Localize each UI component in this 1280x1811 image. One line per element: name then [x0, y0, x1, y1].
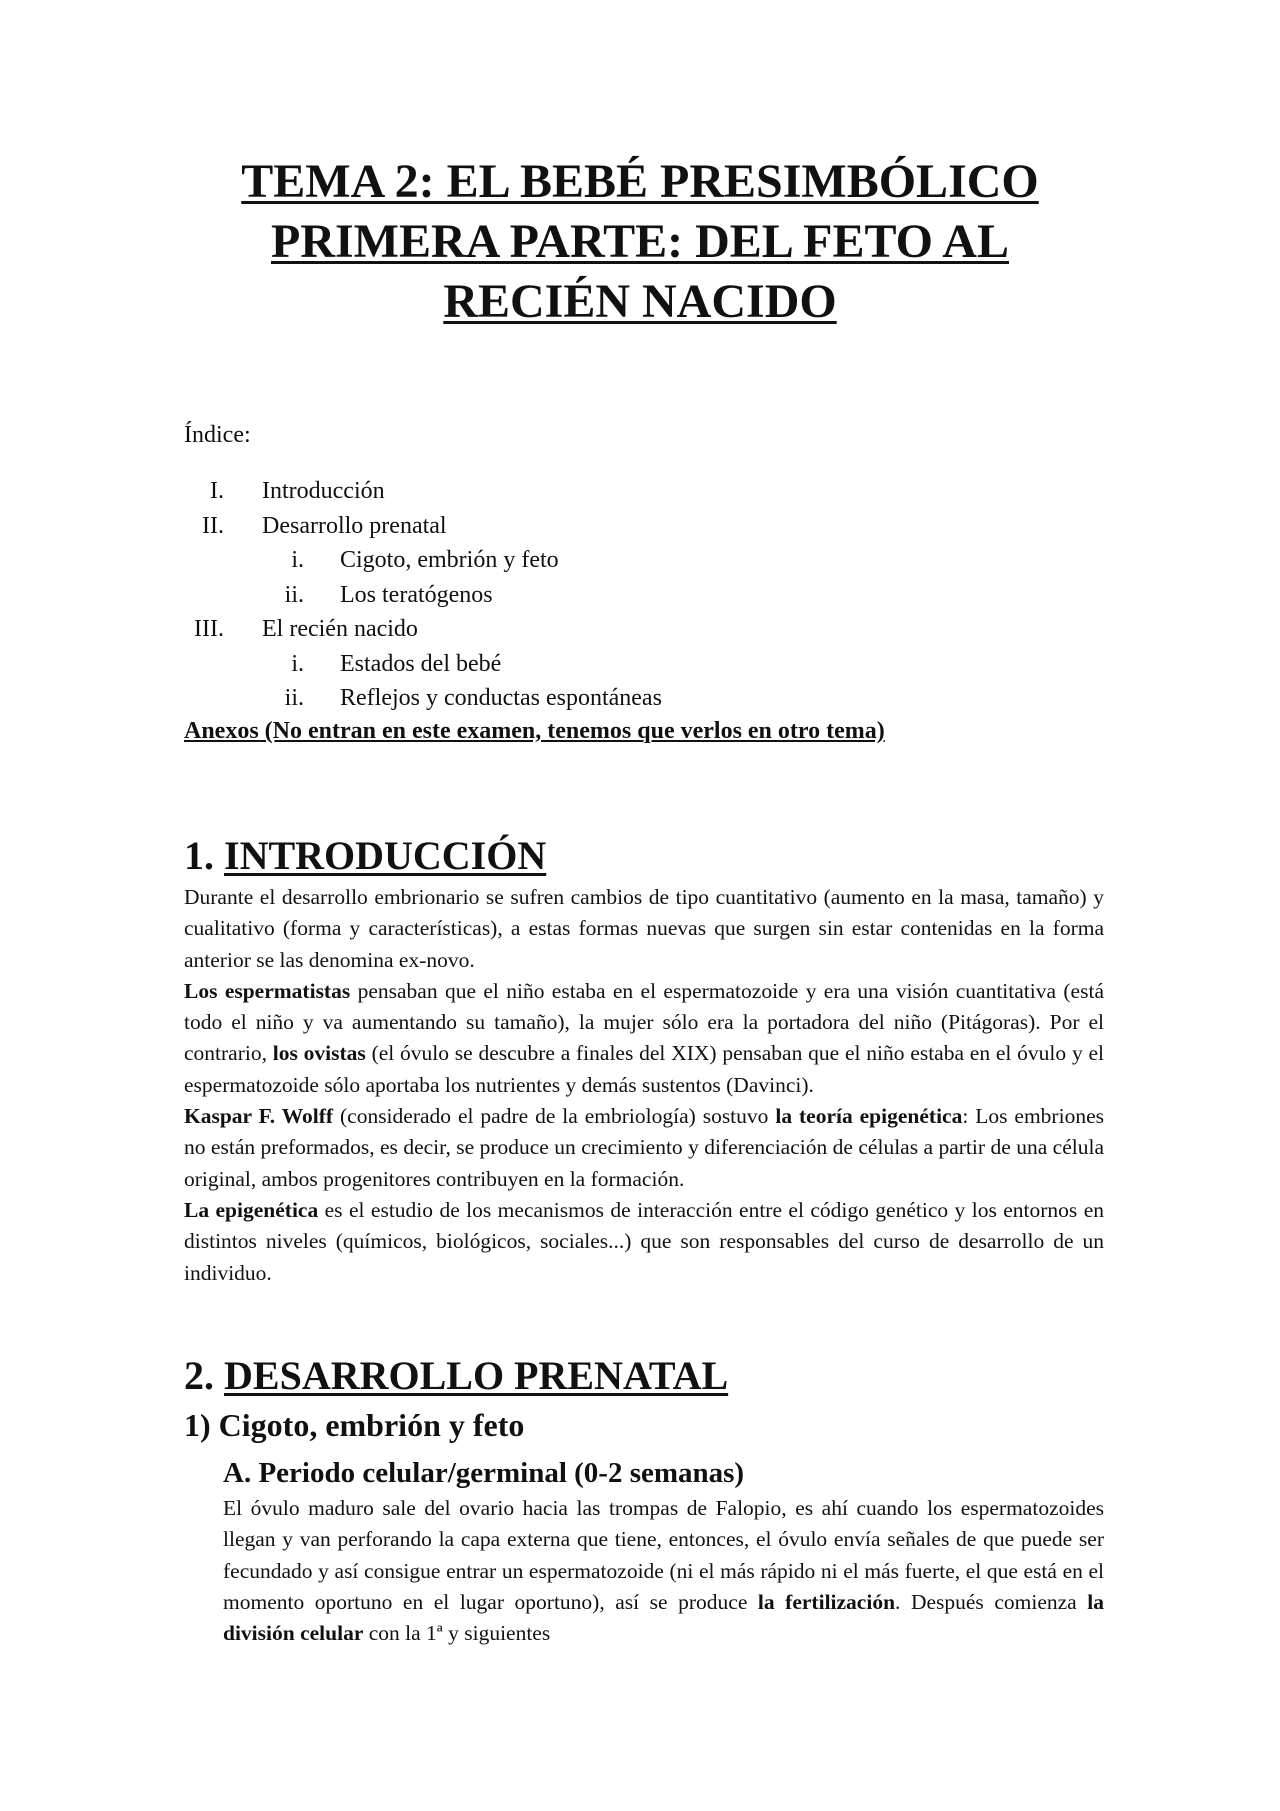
toc-item-number: ii.: [284, 581, 304, 608]
text-run: : Los embriones no están preformados, es decir, se produce un crecimiento y diferenciación de células a partir de una célula original, ambos progenitores contribuyen en la formación.: [184, 1104, 1104, 1191]
germinal-period-text: [223, 1493, 1104, 1649]
text-run: pensaban que el niño estaba en el espermatozoide y era una visión cuantitativa (está todo el niño y va aumentando su tamaño), la mujer sólo era la portadora del niño (Pitágoras). Por el contrario,: [184, 978, 1104, 1066]
section-title: DESARROLLO PRENATAL: [224, 1353, 729, 1398]
toc-item-label: Introducción: [262, 478, 385, 504]
section-heading-introduccion: [184, 832, 546, 880]
title-line-3: RECIÉN NACIDO: [443, 275, 837, 328]
paragraph: [184, 1101, 1104, 1195]
section-number: 2.: [184, 1353, 214, 1398]
bold-term: la fertilización: [757, 1589, 896, 1614]
toc-item-number: i.: [291, 547, 304, 573]
annex-note: Anexos (No entran en este examen, tenemos que verlos en otro tema): [184, 718, 885, 744]
bold-term: Los espermatistas: [184, 978, 351, 1003]
paragraph: [184, 976, 1104, 1101]
paragraph: [223, 1493, 1104, 1649]
document-title: [0, 152, 1280, 332]
bold-term: La epigenética: [184, 1197, 319, 1222]
toc-item-number: ii.: [284, 685, 304, 711]
bold-term: Kaspar F. Wolff: [184, 1104, 334, 1129]
paragraph: [184, 1195, 1104, 1289]
title-line-1: TEMA 2: EL BEBÉ PRESIMBÓLICO: [241, 155, 1039, 208]
toc-item-number: i.: [291, 650, 304, 677]
section-heading-desarrollo-prenatal: [184, 1352, 728, 1400]
bold-term: la teoría epigenética: [775, 1104, 963, 1129]
toc-item-label: Reflejos y conductas espontáneas: [340, 685, 662, 711]
text-run: es el estudio de los mecanismos de interacción entre el código genético y los entornos en distintos niveles (químicos, biológicos, sociales...) que son responsables del curso de desarrollo de un individuo.: [184, 1197, 1104, 1285]
section-number: 1.: [184, 833, 214, 878]
bold-term: la división celular: [223, 1589, 1104, 1646]
text-run: con la 1ª y siguientes: [363, 1621, 551, 1646]
toc-item-number: II.: [202, 512, 224, 539]
toc-item-label: Desarrollo prenatal: [262, 512, 447, 539]
text-run: (considerado el padre de la embriología) sostuvo: [333, 1104, 776, 1129]
introduction-text: [184, 882, 1104, 1289]
toc-item-label: Estados del bebé: [340, 650, 502, 677]
subsection-heading: 1) Cigoto, embrión y feto: [184, 1407, 525, 1443]
toc-item-label: Cigoto, embrión y feto: [340, 547, 559, 573]
toc-item-label: El recién nacido: [262, 616, 418, 642]
text-run: . Después comienza: [895, 1589, 1088, 1614]
paragraph: Durante el desarrollo embrionario se sufren cambios de tipo cuantitativo (aumento en la masa, tamaño) y cualitativo (forma y características), a estas formas nuevas que surgen sin estar contenidas en la forma anterior se las denomina ex-novo.: [184, 885, 1104, 972]
title-line-2: PRIMERA PARTE: DEL FETO AL: [271, 215, 1009, 268]
toc-item-label: Los teratógenos: [340, 581, 493, 608]
section-title: INTRODUCCIÓN: [224, 833, 547, 878]
text-run: (el óvulo se descubre a finales del XIX) pensaban que el niño estaba en el óvulo y el espermatozoide sólo aportaba los nutrientes y demás sustentos (Davinci).: [184, 1041, 1104, 1097]
toc-item-number: I.: [210, 478, 224, 504]
bold-term: los ovistas: [272, 1041, 366, 1066]
subsubsection-heading: A. Periodo celular/germinal (0-2 semanas): [223, 1457, 745, 1489]
text-run: El óvulo maduro sale del ovario hacia las trompas de Falopio, es ahí cuando los espermatozoides llegan y van perforando la capa externa que tiene, entonces, el óvulo envía señales de que puede ser fecundado y así consigue entrar un espermatozoide (ni el más rápido ni el más fuerte, el que está en el momento oportuno en el lugar oportuno), así se produce: [223, 1496, 1104, 1614]
toc-heading: Índice:: [184, 422, 251, 448]
toc-item-number: III.: [194, 616, 224, 642]
